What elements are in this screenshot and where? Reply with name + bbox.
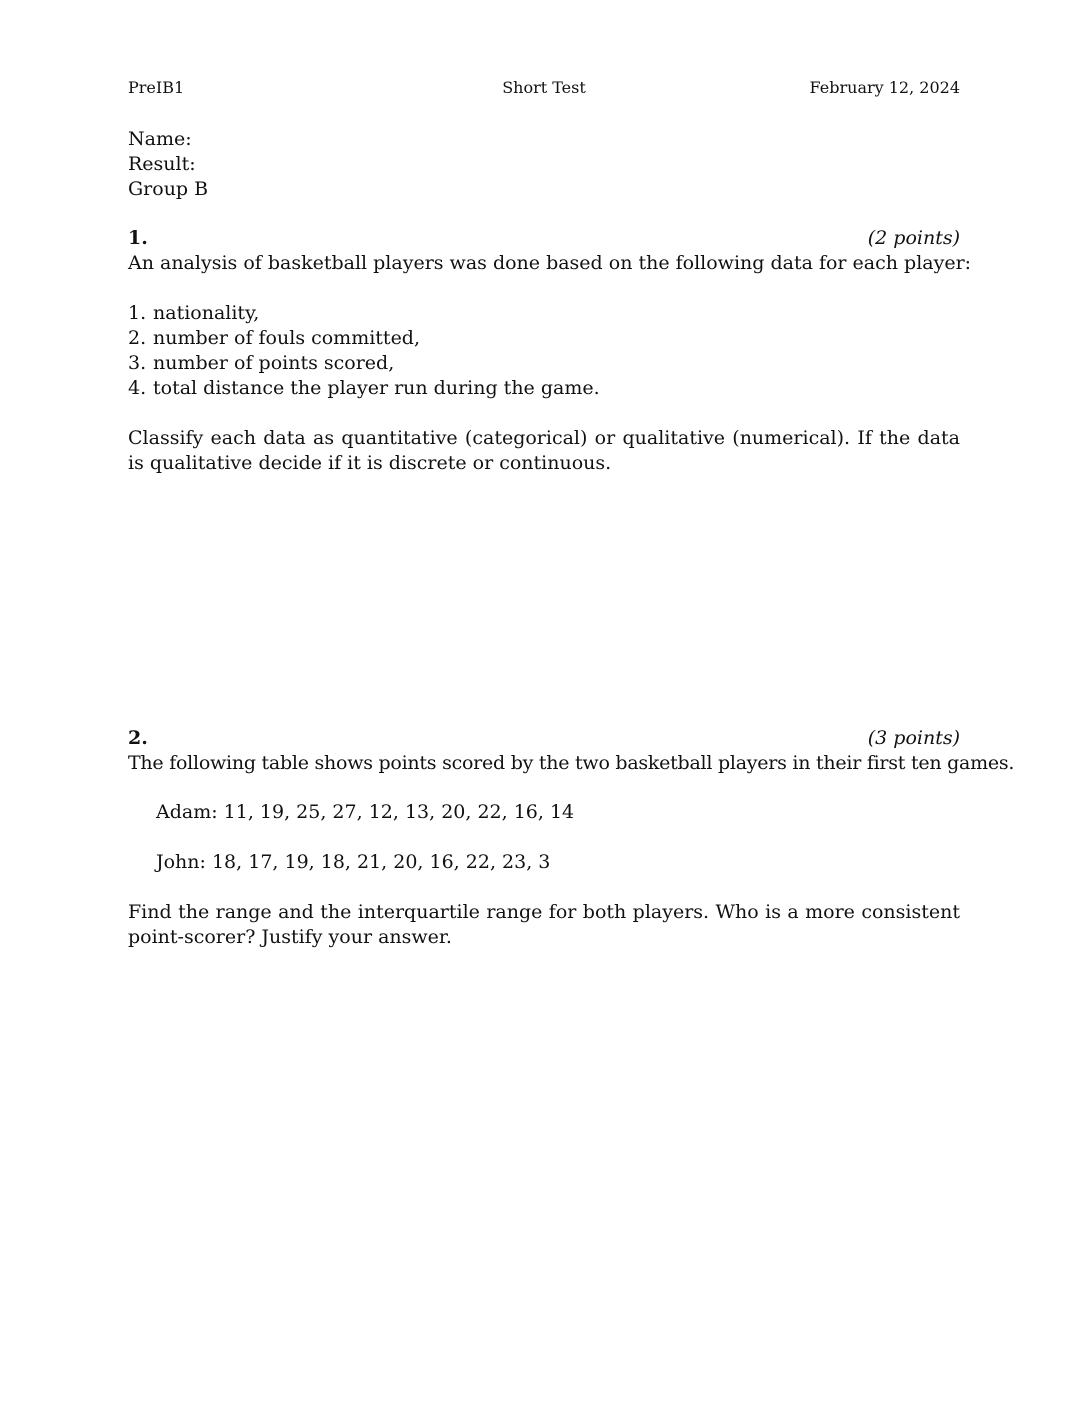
name-label: Name:	[128, 128, 192, 150]
question-instruction: Find the range and the interquartile range for both players. Who is a more consistent point-scorer? Justify your answer.	[128, 901, 960, 948]
question-points: (2 points)	[867, 227, 960, 249]
question-number: 2.	[128, 727, 148, 749]
question-number: 1.	[128, 227, 148, 249]
data-list	[128, 301, 960, 401]
group-label: Group B	[128, 178, 209, 200]
test-title: Short Test	[502, 78, 586, 97]
john-scores: John: 18, 17, 19, 18, 21, 20, 16, 22, 23, 3	[156, 851, 551, 873]
question-intro: An analysis of basketball players was done based on the following data for each player:	[128, 252, 972, 274]
list-item: 4. total distance the player run during the game.	[128, 377, 600, 399]
test-date: February 12, 2024	[809, 78, 960, 97]
list-item: 3. number of points scored,	[128, 352, 395, 374]
page-header	[128, 78, 960, 100]
question-1	[128, 226, 972, 476]
question-intro: The following table shows points scored by the two basketball players in their first ten games.	[128, 752, 1015, 774]
question-instruction: Classify each data as quantitative (categorical) or qualitative (numerical). If the data is qualitative decide if it is discrete or continuous.	[128, 427, 960, 474]
list-item: 2. number of fouls committed,	[128, 327, 421, 349]
list-item: 1. nationality,	[128, 302, 260, 324]
question-1-header	[128, 226, 960, 251]
student-info	[128, 127, 960, 202]
result-label: Result:	[128, 153, 196, 175]
question-2-header	[128, 726, 960, 751]
adam-scores: Adam: 11, 19, 25, 27, 12, 13, 20, 22, 16, 14	[156, 801, 575, 823]
course-code: PreIB1	[128, 78, 185, 97]
question-points: (3 points)	[867, 727, 960, 749]
question-2	[128, 726, 1015, 776]
